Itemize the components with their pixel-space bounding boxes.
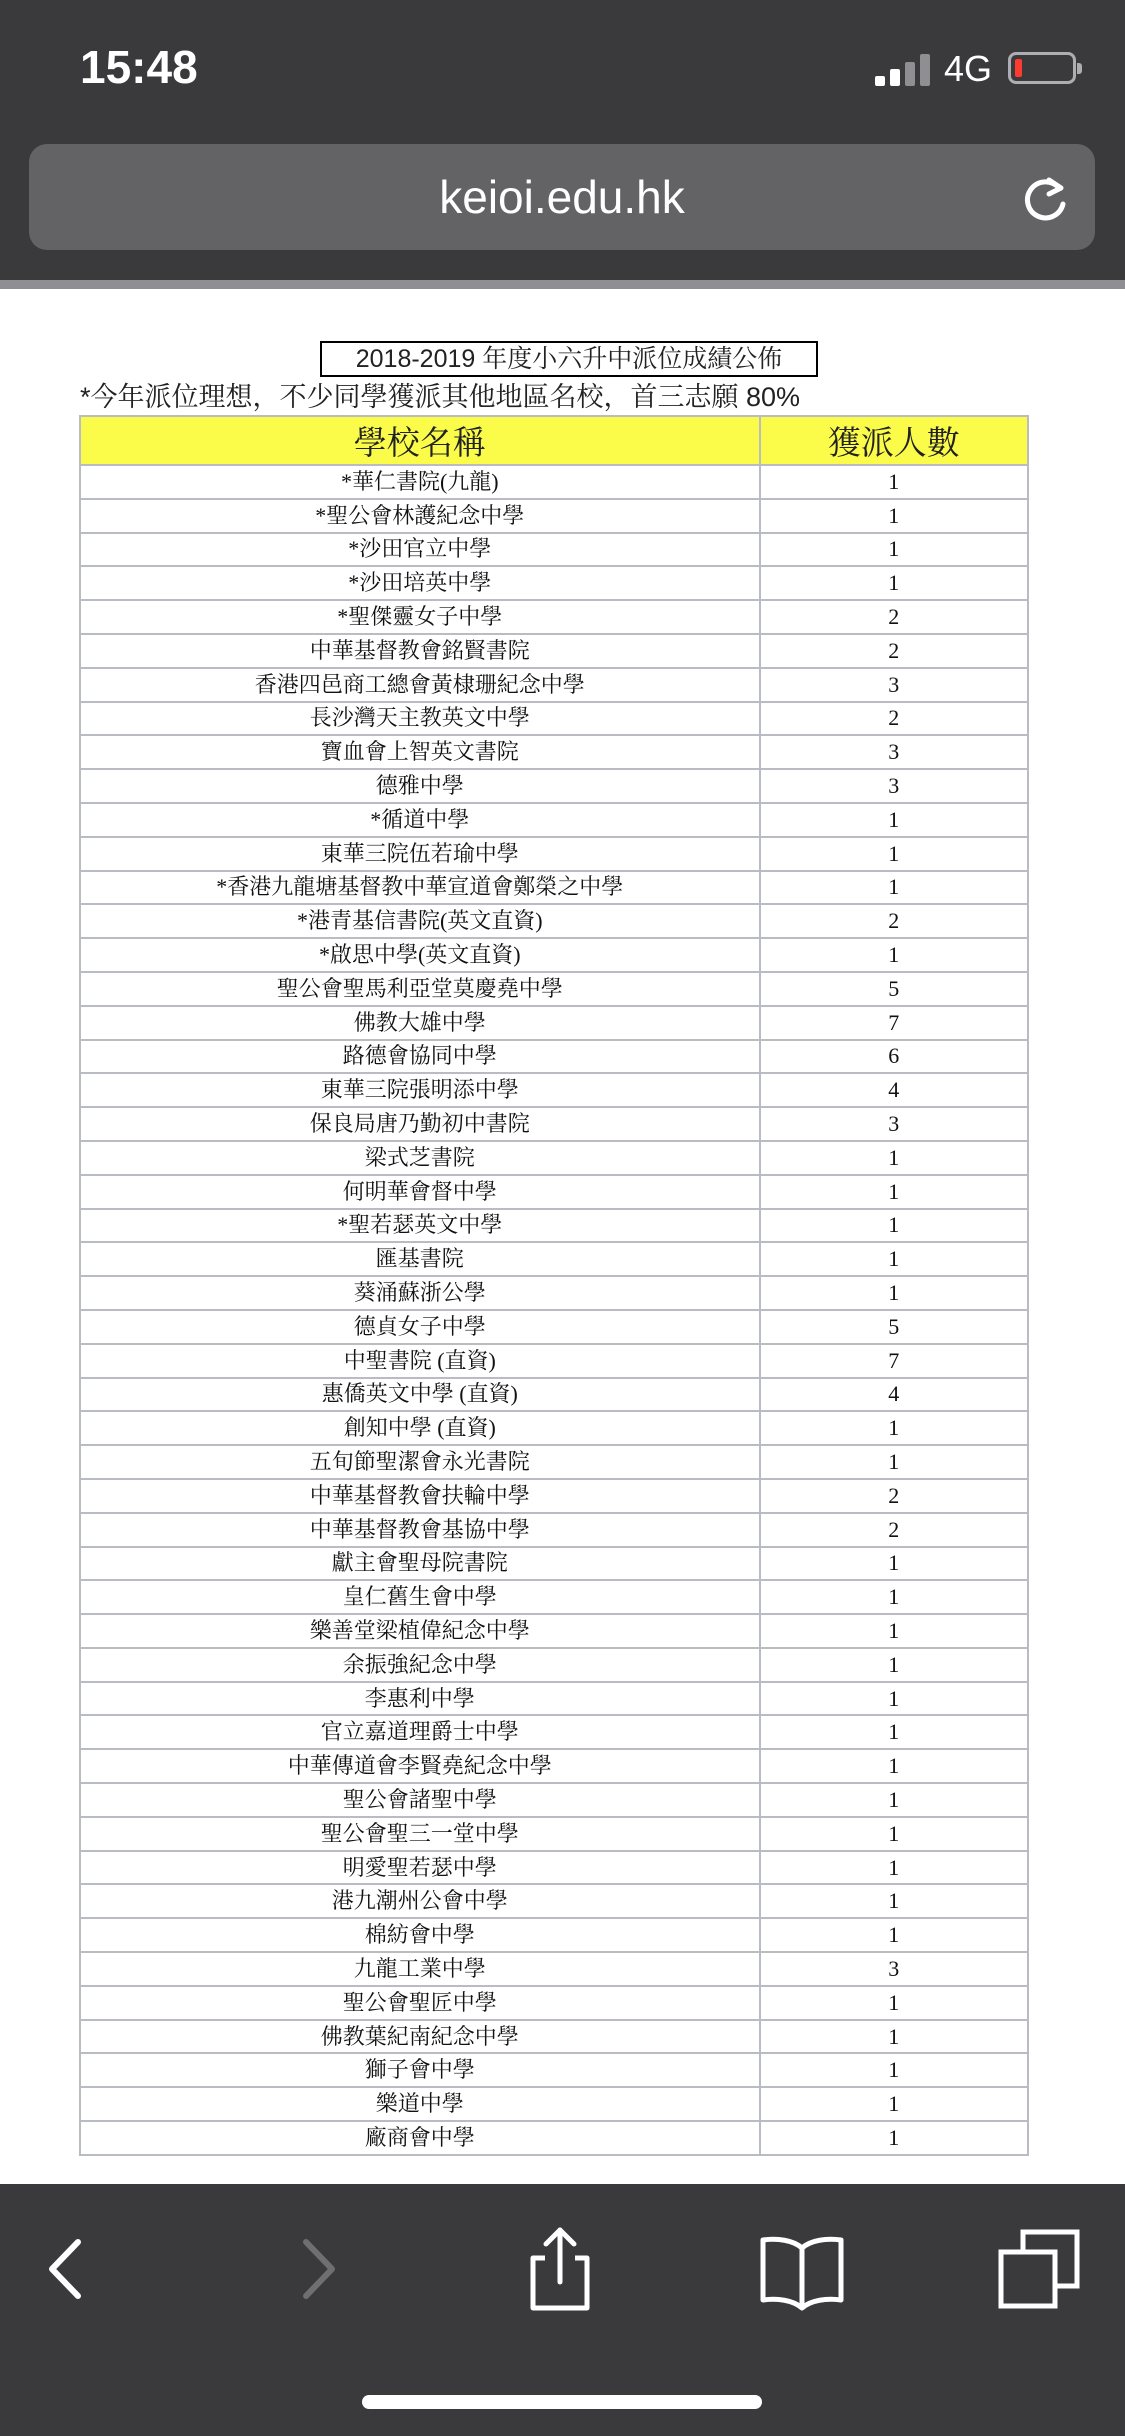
table-row: [80, 2121, 1028, 2155]
school-name-cell: 港九潮州公會中學: [80, 1884, 760, 1918]
allocation-count-cell: 1: [760, 1749, 1028, 1783]
allocation-count-cell: 1: [760, 837, 1028, 871]
table-row: [80, 1344, 1028, 1378]
school-name-cell: *沙田培英中學: [80, 566, 760, 600]
table-body: [80, 465, 1028, 2155]
school-name-cell: 五旬節聖潔會永光書院: [80, 1445, 760, 1479]
table-row: [80, 1986, 1028, 2020]
allocation-count-cell: 5: [760, 1310, 1028, 1344]
school-name-cell: 九龍工業中學: [80, 1952, 760, 1986]
page-divider: [0, 280, 1125, 289]
school-name-cell: *港青基信書院(英文直資): [80, 904, 760, 938]
school-name-cell: 長沙灣天主教英文中學: [80, 702, 760, 736]
table-row: [80, 1547, 1028, 1581]
table-row: [80, 600, 1028, 634]
table-row: [80, 1783, 1028, 1817]
allocation-count-cell: 1: [760, 871, 1028, 905]
school-name-cell: 官立嘉道理爵士中學: [80, 1715, 760, 1749]
allocation-count-cell: 1: [760, 1783, 1028, 1817]
table-row: [80, 566, 1028, 600]
bookmarks-icon[interactable]: [757, 2224, 847, 2314]
allocation-count-cell: 1: [760, 1648, 1028, 1682]
table-row: [80, 1411, 1028, 1445]
reload-icon[interactable]: [1019, 174, 1071, 226]
share-icon[interactable]: [515, 2224, 605, 2314]
table-row: [80, 769, 1028, 803]
school-name-cell: *循道中學: [80, 803, 760, 837]
school-name-cell: 佛教葉紀南紀念中學: [80, 2020, 760, 2054]
allocation-count-cell: 1: [760, 1209, 1028, 1243]
table-row: [80, 2087, 1028, 2121]
table-row: [80, 1884, 1028, 1918]
allocation-count-cell: 2: [760, 634, 1028, 668]
browser-top-chrome: [0, 0, 1125, 285]
home-indicator: [362, 2395, 762, 2409]
table-row: [80, 1310, 1028, 1344]
table-row: [80, 1682, 1028, 1716]
allocation-count-cell: 1: [760, 1445, 1028, 1479]
school-name-cell: 德雅中學: [80, 769, 760, 803]
school-name-cell: 中華基督教會銘賢書院: [80, 634, 760, 668]
allocation-count-cell: 1: [760, 1918, 1028, 1952]
table-row: [80, 938, 1028, 972]
table-row: [80, 1715, 1028, 1749]
school-name-cell: 匯基書院: [80, 1242, 760, 1276]
table-row: [80, 1242, 1028, 1276]
allocation-count-cell: 1: [760, 2087, 1028, 2121]
table-row: [80, 837, 1028, 871]
school-name-cell: 路德會協同中學: [80, 1040, 760, 1074]
browser-toolbar: [0, 2184, 1125, 2436]
table-row: [80, 904, 1028, 938]
battery-level: [1015, 59, 1022, 77]
table-row: [80, 533, 1028, 567]
school-name-cell: *香港九龍塘基督教中華宣道會鄭榮之中學: [80, 871, 760, 905]
allocation-count-cell: 7: [760, 1344, 1028, 1378]
allocation-count-cell: 1: [760, 1715, 1028, 1749]
table-row: [80, 1378, 1028, 1412]
school-name-cell: 東華三院張明添中學: [80, 1073, 760, 1107]
table-row: [80, 1006, 1028, 1040]
placement-results-table: [79, 415, 1029, 2156]
allocation-count-cell: 4: [760, 1073, 1028, 1107]
allocation-count-cell: 2: [760, 904, 1028, 938]
table-row: [80, 465, 1028, 499]
school-name-cell: 皇仁舊生會中學: [80, 1580, 760, 1614]
school-name-cell: *聖傑靈女子中學: [80, 600, 760, 634]
allocation-count-cell: 1: [760, 1614, 1028, 1648]
school-name-cell: 樂善堂梁植偉紀念中學: [80, 1614, 760, 1648]
school-name-cell: 創知中學 (直資): [80, 1411, 760, 1445]
school-name-cell: 聖公會聖馬利亞堂莫慶堯中學: [80, 972, 760, 1006]
school-name-cell: 佛教大雄中學: [80, 1006, 760, 1040]
table-row: [80, 1175, 1028, 1209]
allocation-count-cell: 1: [760, 1547, 1028, 1581]
allocation-count-cell: 1: [760, 1851, 1028, 1885]
forward-icon[interactable]: [272, 2224, 362, 2314]
allocation-count-cell: 1: [760, 1986, 1028, 2020]
table-row: [80, 1918, 1028, 1952]
allocation-count-cell: 1: [760, 2121, 1028, 2155]
allocation-count-cell: 1: [760, 1141, 1028, 1175]
allocation-count-cell: 1: [760, 1817, 1028, 1851]
tabs-icon[interactable]: [995, 2224, 1085, 2314]
allocation-count-cell: 1: [760, 499, 1028, 533]
school-name-cell: *華仁書院(九龍): [80, 465, 760, 499]
table-row: [80, 499, 1028, 533]
table-row: [80, 1580, 1028, 1614]
school-name-cell: 李惠利中學: [80, 1682, 760, 1716]
table-row: [80, 1073, 1028, 1107]
school-name-cell: 獅子會中學: [80, 2053, 760, 2087]
allocation-count-cell: 3: [760, 668, 1028, 702]
school-name-cell: *聖若瑟英文中學: [80, 1209, 760, 1243]
allocation-count-cell: 1: [760, 1884, 1028, 1918]
table-row: [80, 1952, 1028, 1986]
school-name-cell: 惠僑英文中學 (直資): [80, 1378, 760, 1412]
school-name-cell: 廠商會中學: [80, 2121, 760, 2155]
table-row: [80, 735, 1028, 769]
table-row: [80, 1445, 1028, 1479]
table-row: [80, 634, 1028, 668]
school-name-cell: *聖公會林護紀念中學: [80, 499, 760, 533]
table-row: [80, 668, 1028, 702]
status-time: 15:48: [80, 41, 198, 93]
school-name-cell: 獻主會聖母院書院: [80, 1547, 760, 1581]
school-name-cell: 保良局唐乃勤初中書院: [80, 1107, 760, 1141]
table-row: [80, 1851, 1028, 1885]
school-name-cell: 寶血會上智英文書院: [80, 735, 760, 769]
url-text[interactable]: keioi.edu.hk: [439, 171, 685, 223]
table-row: [80, 1040, 1028, 1074]
allocation-count-cell: 1: [760, 1242, 1028, 1276]
allocation-count-cell: 1: [760, 938, 1028, 972]
network-type: 4G: [944, 48, 993, 89]
table-row: [80, 1479, 1028, 1513]
school-name-cell: *啟思中學(英文直資): [80, 938, 760, 972]
school-name-cell: *沙田官立中學: [80, 533, 760, 567]
cellular-signal-icon: [875, 52, 931, 86]
page-subtitle: *今年派位理想，不少同學獲派其他地區名校，首三志願 80%: [80, 382, 801, 412]
column-header-count: 獲派人數: [760, 416, 1028, 465]
table-row: [80, 1141, 1028, 1175]
table-header-row: [80, 416, 1028, 465]
allocation-count-cell: 1: [760, 1580, 1028, 1614]
allocation-count-cell: 2: [760, 600, 1028, 634]
allocation-count-cell: 2: [760, 1513, 1028, 1547]
allocation-count-cell: 3: [760, 769, 1028, 803]
school-name-cell: 梁式芝書院: [80, 1141, 760, 1175]
column-header-school: 學校名稱: [80, 416, 760, 465]
allocation-count-cell: 1: [760, 1682, 1028, 1716]
address-bar[interactable]: [29, 144, 1095, 250]
allocation-count-cell: 2: [760, 702, 1028, 736]
allocation-count-cell: 2: [760, 1479, 1028, 1513]
table-row: [80, 1614, 1028, 1648]
allocation-count-cell: 6: [760, 1040, 1028, 1074]
allocation-count-cell: 1: [760, 533, 1028, 567]
table-row: [80, 1749, 1028, 1783]
battery-icon: [1008, 52, 1076, 84]
table-row: [80, 1513, 1028, 1547]
web-page: [0, 289, 1125, 2184]
school-name-cell: 聖公會諸聖中學: [80, 1783, 760, 1817]
allocation-count-cell: 1: [760, 1276, 1028, 1310]
table-row: [80, 972, 1028, 1006]
school-name-cell: 香港四邑商工總會黃棣珊紀念中學: [80, 668, 760, 702]
allocation-count-cell: 1: [760, 1411, 1028, 1445]
school-name-cell: 中華基督教會基協中學: [80, 1513, 760, 1547]
allocation-count-cell: 1: [760, 465, 1028, 499]
school-name-cell: 德貞女子中學: [80, 1310, 760, 1344]
school-name-cell: 中華基督教會扶輪中學: [80, 1479, 760, 1513]
table-row: [80, 1107, 1028, 1141]
school-name-cell: 明愛聖若瑟中學: [80, 1851, 760, 1885]
allocation-count-cell: 1: [760, 2053, 1028, 2087]
table-row: [80, 871, 1028, 905]
page-title: 2018-2019 年度小六升中派位成績公佈: [320, 341, 818, 377]
school-name-cell: 中華傳道會李賢堯紀念中學: [80, 1749, 760, 1783]
status-bar: [0, 0, 1125, 135]
table-row: [80, 1817, 1028, 1851]
back-icon[interactable]: [22, 2224, 112, 2314]
school-name-cell: 余振強紀念中學: [80, 1648, 760, 1682]
table-row: [80, 2053, 1028, 2087]
school-name-cell: 聖公會聖匠中學: [80, 1986, 760, 2020]
school-name-cell: 何明華會督中學: [80, 1175, 760, 1209]
allocation-count-cell: 3: [760, 1952, 1028, 1986]
allocation-count-cell: 4: [760, 1378, 1028, 1412]
table-row: [80, 1648, 1028, 1682]
allocation-count-cell: 3: [760, 1107, 1028, 1141]
school-name-cell: 棉紡會中學: [80, 1918, 760, 1952]
table-row: [80, 1276, 1028, 1310]
table-row: [80, 1209, 1028, 1243]
allocation-count-cell: 1: [760, 1175, 1028, 1209]
table-row: [80, 2020, 1028, 2054]
allocation-count-cell: 3: [760, 735, 1028, 769]
allocation-count-cell: 1: [760, 2020, 1028, 2054]
school-name-cell: 中聖書院 (直資): [80, 1344, 760, 1378]
school-name-cell: 樂道中學: [80, 2087, 760, 2121]
allocation-count-cell: 5: [760, 972, 1028, 1006]
school-name-cell: 葵涌蘇浙公學: [80, 1276, 760, 1310]
allocation-count-cell: 1: [760, 803, 1028, 837]
table-row: [80, 803, 1028, 837]
allocation-count-cell: 1: [760, 566, 1028, 600]
school-name-cell: 聖公會聖三一堂中學: [80, 1817, 760, 1851]
school-name-cell: 東華三院伍若瑜中學: [80, 837, 760, 871]
table-row: [80, 702, 1028, 736]
allocation-count-cell: 7: [760, 1006, 1028, 1040]
